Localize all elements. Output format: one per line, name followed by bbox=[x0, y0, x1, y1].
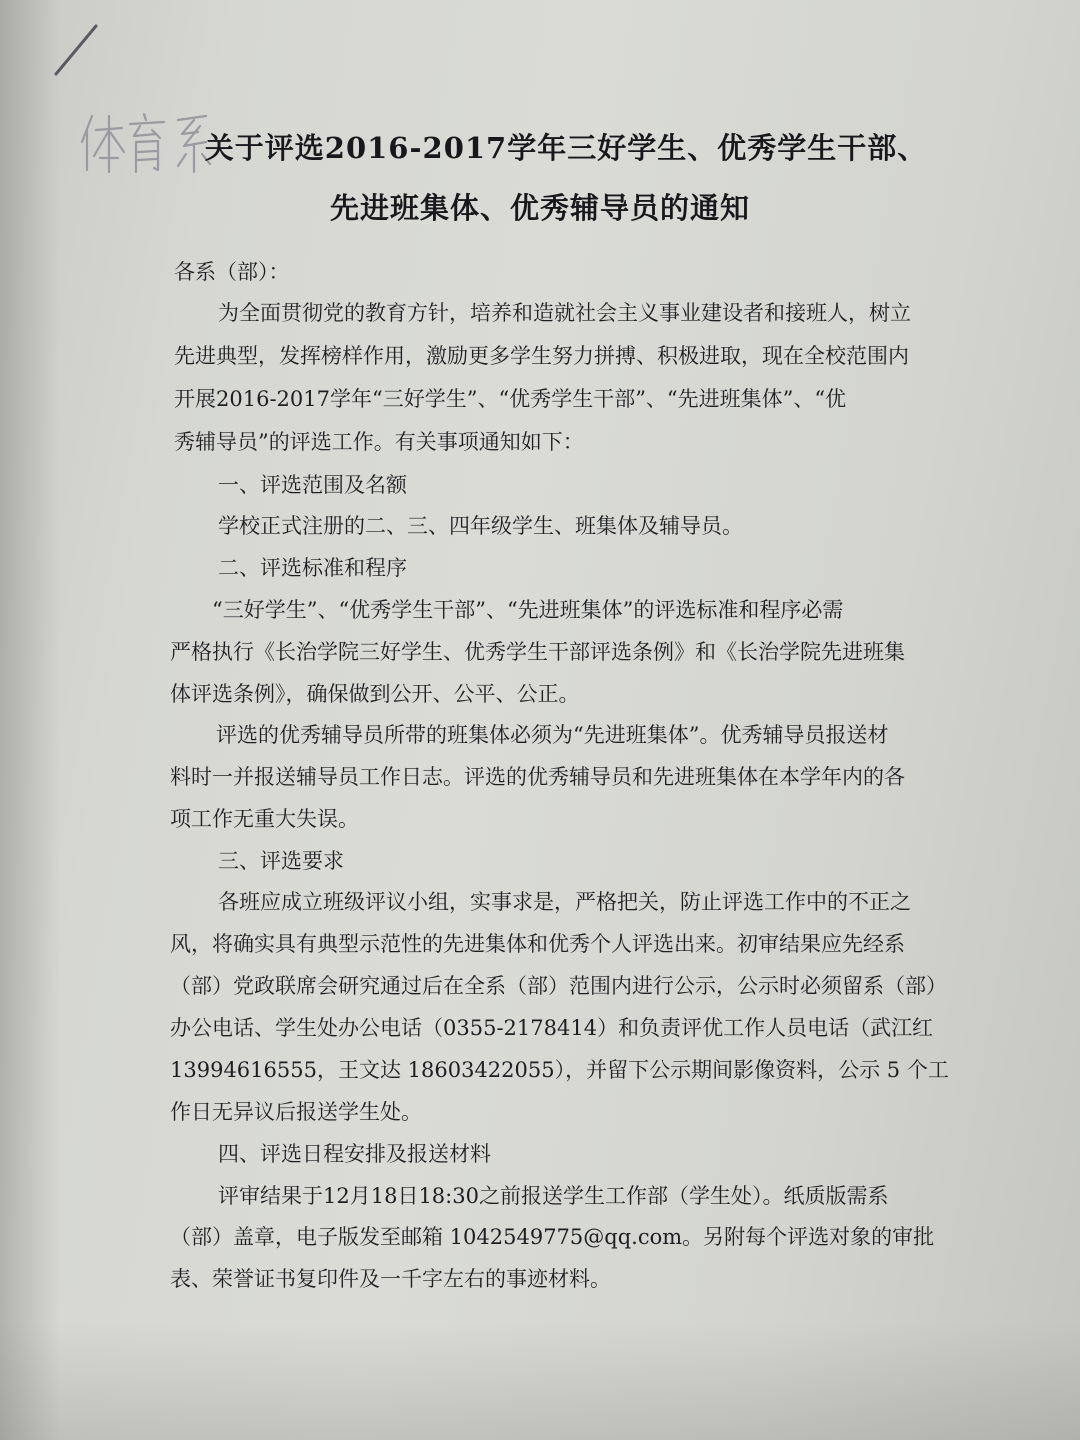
notice-title-line-2: 先进班集体、优秀辅导员的通知 bbox=[329, 191, 750, 225]
paragraph-line: 表、荣誉证书复印件及一千字左右的事迹材料。 bbox=[170, 1267, 611, 1291]
paragraph-line: 为全面贯彻党的教育方针，培养和造就社会主义事业建设者和接班人，树立 bbox=[218, 301, 911, 325]
section-heading: 一、评选范围及名额 bbox=[218, 473, 407, 497]
paragraph-line: 风，将确实具有典型示范性的先进集体和优秀个人评选出来。初审结果应先经系 bbox=[170, 932, 905, 956]
paragraph-line: 评审结果于12月18日18:30之前报送学生工作部（学生处）。纸质版需系 bbox=[218, 1184, 889, 1208]
paragraph-line: 开展2016-2017学年“三好学生”、“优秀学生干部”、“先进班集体”、“优 bbox=[174, 387, 847, 411]
notice-title-line-1: 关于评选2016-2017学年三好学生、优秀学生干部、 bbox=[204, 131, 928, 165]
paragraph-line: 严格执行《长治学院三好学生、优秀学生干部评选条例》和《长治学院先进班集 bbox=[170, 640, 905, 664]
salutation: 各系（部）： bbox=[174, 260, 290, 284]
section-heading: 三、评选要求 bbox=[218, 849, 344, 873]
paragraph-line: 13994616555，王文达 18603422055），并留下公示期间影像资料，公示 5 个工 bbox=[170, 1058, 949, 1082]
paragraph-line: 办公电话、学生处办公电话（0355-2178414）和负责评优工作人员电话（武江红 bbox=[170, 1016, 934, 1040]
paragraph-line: 秀辅导员”的评选工作。有关事项通知如下： bbox=[174, 430, 584, 454]
section-heading: 二、评选标准和程序 bbox=[218, 556, 407, 580]
paragraph-line: 各班应成立班级评议小组，实事求是，严格把关，防止评选工作中的不正之 bbox=[218, 890, 911, 914]
paragraph-line: 作日无异议后报送学生处。 bbox=[170, 1100, 422, 1124]
paragraph-line: 学校正式注册的二、三、四年级学生、班集体及辅导员。 bbox=[218, 514, 743, 538]
paragraph-line: 评选的优秀辅导员所带的班集体必须为“先进班集体”。优秀辅导员报送材 bbox=[216, 723, 889, 747]
pen-stroke-mark bbox=[52, 20, 112, 80]
section-heading: 四、评选日程安排及报送材料 bbox=[218, 1142, 491, 1166]
paragraph-line: 先进典型，发挥榜样作用，激励更多学生努力拼搏、积极进取，现在全校范围内 bbox=[174, 344, 909, 368]
paragraph-line: 体评选条例》，确保做到公开、公平、公正。 bbox=[170, 682, 580, 706]
paragraph-line: 项工作无重大失误。 bbox=[170, 807, 359, 831]
paragraph-line: （部）党政联席会研究通过后在全系（部）范围内进行公示，公示时必须留系（部） bbox=[170, 974, 947, 998]
paragraph-line: （部）盖章，电子版发至邮箱 1042549775@qq.com。另附每个评选对象的审批 bbox=[170, 1225, 935, 1249]
page-shadow-bottom bbox=[0, 1320, 1080, 1440]
paragraph-line: “三好学生”、“优秀学生干部”、“先进班集体”的评选标准和程序必需 bbox=[212, 598, 844, 622]
paragraph-line: 料时一并报送辅导员工作日志。评选的优秀辅导员和先进班集体在本学年内的各 bbox=[170, 765, 905, 789]
